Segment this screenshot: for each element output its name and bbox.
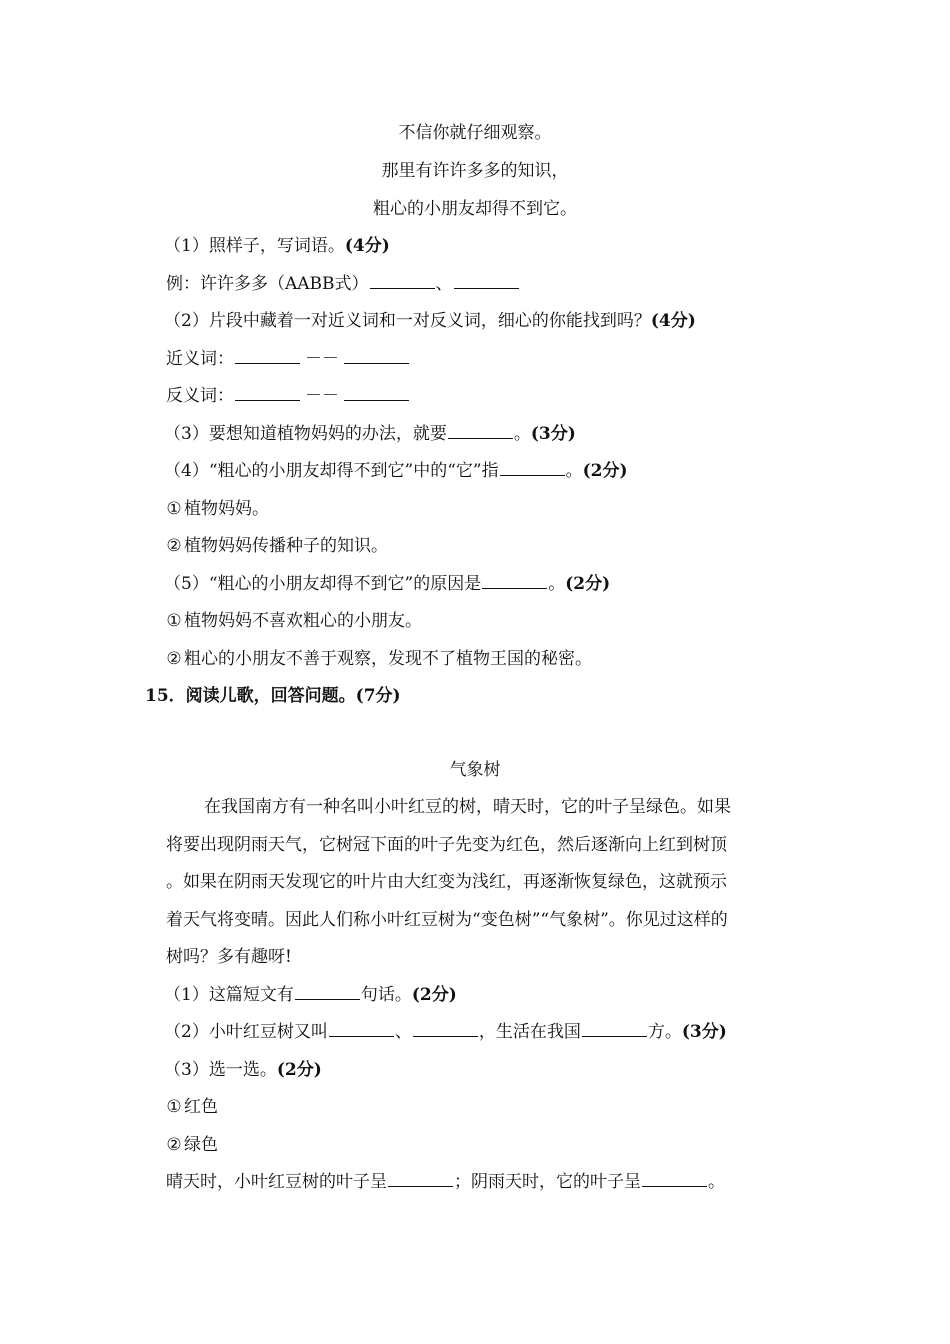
q14-part5-option-2[interactable]	[164, 647, 592, 671]
fill-text-mid: ；阴雨天时，它的叶子呈	[454, 1172, 641, 1192]
q14-part5	[164, 572, 610, 596]
q14-part4	[164, 459, 628, 483]
q14-part5-option-1[interactable]	[164, 609, 422, 633]
period: 。	[513, 424, 531, 444]
answer-blank[interactable]	[344, 347, 409, 364]
option-marker: ②	[166, 1135, 182, 1155]
passage-line-2: 将要出现阴雨天气，它树冠下面的叶子先变为红色，然后逐渐向上红到树顶	[166, 835, 727, 855]
q15-part1-score: (2分)	[411, 985, 457, 1005]
option-text: 植物妈妈不喜欢粗心的小朋友。	[184, 611, 422, 631]
q15-part2-after: 方。	[647, 1022, 682, 1042]
q14-antonym	[166, 384, 410, 408]
answer-blank[interactable]	[329, 1020, 394, 1037]
option-text: 植物妈妈传播种子的知识。	[184, 536, 388, 556]
poem-line-3: 粗心的小朋友却得不到它。	[373, 199, 577, 219]
q15-part2-text: （2）小叶红豆树又叫	[164, 1022, 328, 1042]
passage-line-5: 树吗？多有趣呀!	[166, 947, 292, 967]
q14-synonym	[166, 347, 410, 371]
period: 。	[548, 574, 566, 594]
option-marker: ②	[166, 536, 182, 556]
q14-part4-option-2[interactable]	[164, 534, 388, 558]
answer-blank[interactable]	[448, 422, 513, 439]
option-marker: ②	[166, 649, 182, 669]
antonym-label: 反义词：	[166, 386, 234, 406]
q15-option-1[interactable]	[164, 1095, 218, 1119]
q14-part4-text: （4）“粗心的小朋友却得不到它”中的“它”指	[164, 461, 499, 481]
separator: －－	[305, 349, 339, 369]
q15-part1-text: （1）这篇短文有	[164, 985, 294, 1005]
separator: 、	[435, 274, 453, 294]
q14-part1-label: （1）照样子，写词语。	[164, 236, 345, 256]
period: 。	[708, 1172, 725, 1192]
answer-blank[interactable]	[413, 1020, 478, 1037]
option-text: 植物妈妈。	[184, 499, 269, 519]
synonym-label: 近义词：	[166, 349, 234, 369]
q15-part3-score: (2分)	[276, 1060, 322, 1080]
q15-part3-label: （3）选一选。	[164, 1060, 277, 1080]
option-text: 绿色	[184, 1135, 218, 1155]
option-marker: ①	[166, 611, 182, 631]
q14-part2-score: (4分)	[650, 311, 696, 331]
passage-line-4: 着天气将变晴。因此人们称小叶红豆树为“变色树”“气象树”。你见过这样的	[166, 910, 728, 930]
q15-part2-mid: ，生活在我国	[478, 1022, 581, 1042]
answer-blank[interactable]	[642, 1170, 707, 1187]
poem-line-1: 不信你就仔细观察。	[398, 123, 552, 143]
answer-blank[interactable]	[454, 272, 519, 289]
passage-line-3: 。如果在阴雨天发现它的叶片由大红变为浅红，再逐渐恢复绿色，这就预示	[166, 872, 727, 892]
q14-part5-text: （5）“粗心的小朋友却得不到它”的原因是	[164, 574, 482, 594]
answer-blank[interactable]	[295, 983, 360, 1000]
answer-blank[interactable]	[388, 1170, 453, 1187]
q14-part3-score: (3分)	[530, 424, 576, 444]
option-text: 红色	[184, 1097, 218, 1117]
answer-blank[interactable]	[582, 1020, 647, 1037]
option-marker: ①	[166, 499, 182, 519]
period: 。	[565, 461, 583, 481]
separator: 、	[394, 1022, 412, 1042]
q15-heading: 15．阅读儿歌，回答问题。(7分)	[145, 686, 401, 706]
answer-blank[interactable]	[235, 384, 300, 401]
q14-part5-score: (2分)	[565, 574, 611, 594]
q14-part1-score: (4分)	[344, 236, 390, 256]
q14-part3-text: （3）要想知道植物妈妈的办法，就要	[164, 424, 447, 444]
q14-part2-label: （2）片段中藏着一对近义词和一对反义词，细心的你能找到吗？	[164, 311, 651, 331]
q15-part3	[164, 1058, 322, 1082]
q15-fill-line	[166, 1170, 725, 1194]
q14-part1	[164, 234, 390, 258]
fill-text: 晴天时，小叶红豆树的叶子呈	[166, 1172, 387, 1192]
answer-blank[interactable]	[344, 384, 409, 401]
option-text: 粗心的小朋友不善于观察，发现不了植物王国的秘密。	[184, 649, 592, 669]
answer-blank[interactable]	[370, 272, 435, 289]
q15-part1	[164, 983, 457, 1007]
answer-blank[interactable]	[235, 347, 300, 364]
q14-example-label: 例：许许多多（AABB式）	[166, 274, 369, 294]
option-marker: ①	[166, 1097, 182, 1117]
passage-title: 气象树	[449, 760, 501, 780]
q14-part4-option-1[interactable]	[164, 497, 269, 521]
separator: －－	[305, 386, 339, 406]
q14-example	[166, 272, 520, 296]
q14-part2	[164, 309, 696, 333]
q15-part2	[164, 1020, 727, 1044]
q15-part2-score: (3分)	[681, 1022, 727, 1042]
poem-line-2: 那里有许许多多的知识，	[381, 161, 569, 181]
q14-part3	[164, 422, 576, 446]
answer-blank[interactable]	[500, 459, 565, 476]
passage-line-1: 在我国南方有一种名叫小叶红豆的树，晴天时，它的叶子呈绿色。如果	[204, 797, 731, 817]
q14-part4-score: (2分)	[582, 461, 628, 481]
q15-part1-after: 句话。	[360, 985, 412, 1005]
q15-option-2[interactable]	[164, 1133, 218, 1157]
answer-blank[interactable]	[482, 572, 547, 589]
